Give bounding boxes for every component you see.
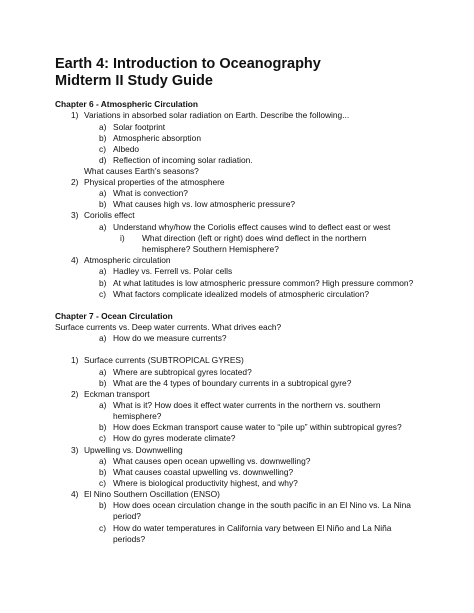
q-extra-text: What causes Earth’s seasons? [84, 166, 199, 176]
q-number: 1) [71, 110, 79, 120]
sub-letter: b) [99, 422, 107, 432]
q-text: Variations in absorbed solar radiation on Earth. Describe the following... [84, 110, 350, 120]
sub-text: What is it? How does it effect water currents in the northern vs. southern [113, 400, 381, 410]
sub-sub-text-cont: hemisphere? Southern Hemisphere? [142, 244, 279, 254]
sub-letter: a) [99, 400, 107, 410]
q-text: Surface currents (SUBTROPICAL GYRES) [84, 355, 244, 365]
sub-text: Where are subtropical gyres located? [113, 367, 252, 377]
q-number: 1) [71, 355, 79, 365]
sub-sub-text: What direction (left or right) does wind deflect in the northern [142, 233, 367, 243]
sub-text: Hadley vs. Ferrell vs. Polar cells [113, 266, 233, 276]
q-text: Eckman transport [84, 389, 150, 399]
sub-letter: a) [99, 367, 107, 377]
sub-text: Understand why/how the Coriolis effect causes wind to deflect east or west [113, 222, 391, 232]
sub-letter: c) [99, 433, 106, 443]
sub-letter: c) [99, 144, 106, 154]
sub-letter: b) [99, 278, 107, 288]
sub-letter: a) [99, 456, 107, 466]
q-number: 2) [71, 177, 79, 187]
q-text: El Nino Southern Oscillation (ENSO) [84, 489, 220, 499]
sub-text: What causes open ocean upwelling vs. downwelling? [113, 456, 311, 466]
sub-letter: c) [99, 478, 106, 488]
roman-numeral: i) [120, 233, 125, 243]
sub-text: Atmospheric absorption [113, 133, 201, 143]
sub-text: How does Eckman transport cause water to “pile up” within subtropical gyres? [113, 422, 402, 432]
sub-letter: c) [99, 289, 106, 299]
sub-letter: c) [99, 523, 106, 533]
sub-text: At what latitudes is low atmospheric pressure common? High pressure common? [113, 278, 414, 288]
chapter-7-heading: Chapter 7 - Ocean Circulation [55, 311, 173, 321]
q-number: 4) [71, 489, 79, 499]
sub-text: Where is biological productivity highest, and why? [113, 478, 298, 488]
sub-letter: d) [99, 155, 107, 165]
q-text: Physical properties of the atmosphere [84, 177, 225, 187]
sub-text: How do water temperatures in California vary between El Niño and La Niña [113, 523, 392, 533]
sub-text: What are the 4 types of boundary currents in a subtropical gyre? [113, 378, 352, 388]
sub-text: What is convection? [113, 188, 188, 198]
sub-text: What causes coastal upwelling vs. downwelling? [113, 467, 294, 477]
sub-letter: b) [99, 500, 107, 510]
q-number: 3) [71, 210, 79, 220]
q-number: 2) [71, 389, 79, 399]
sub-text: How do gyres moderate climate? [113, 433, 236, 443]
sub-text-cont: periods? [113, 534, 146, 544]
chapter-7-intro: Surface currents vs. Deep water currents. What drives each? [55, 322, 282, 332]
q-text: Upwelling vs. Downwelling [84, 445, 183, 455]
sub-letter: a) [99, 266, 107, 276]
q-text: Coriolis effect [84, 210, 135, 220]
sub-text-cont: period? [113, 511, 141, 521]
q-text: Atmospheric circulation [84, 255, 171, 265]
sub-letter: b) [99, 378, 107, 388]
sub-text-cont: hemisphere? [113, 411, 162, 421]
sub-text: What factors complicate idealized models of atmospheric circulation? [113, 289, 370, 299]
sub-text: How do we measure currents? [113, 333, 227, 343]
sub-letter: b) [99, 199, 107, 209]
title-line-1: Earth 4: Introduction to Oceanography [55, 56, 321, 72]
sub-text: Albedo [113, 144, 140, 154]
sub-text: What causes high vs. low atmospheric pressure? [113, 199, 296, 209]
sub-text: Solar footprint [113, 122, 166, 132]
chapter-6-heading: Chapter 6 - Atmospheric Circulation [55, 99, 199, 109]
sub-text: How does ocean circulation change in the south pacific in an El Nino vs. La Nina [113, 500, 411, 510]
sub-letter: b) [99, 467, 107, 477]
q-number: 3) [71, 445, 79, 455]
sub-letter: a) [99, 333, 107, 343]
title-line-2: Midterm II Study Guide [55, 73, 213, 89]
q-number: 4) [71, 255, 79, 265]
sub-letter: b) [99, 133, 107, 143]
sub-text: Reflection of incoming solar radiation. [113, 155, 253, 165]
sub-letter: a) [99, 188, 107, 198]
sub-letter: a) [99, 222, 107, 232]
sub-letter: a) [99, 122, 107, 132]
